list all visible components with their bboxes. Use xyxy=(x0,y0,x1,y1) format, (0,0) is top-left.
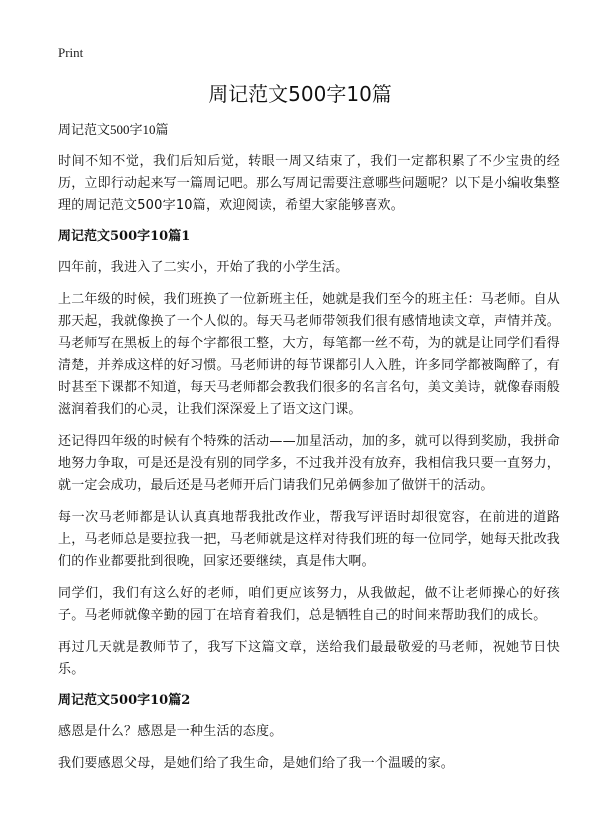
section-1-paragraph-4: 每一次马老师都是认认真真地帮我批改作业，帮我写评语时却很宽容，在前进的道路上，马老师总是要拉我一把，马老师就是这样对待我们班的每一位同学，她每天批改我们的作业都要批到很晚，回家还要继续，真是伟大啊。 xyxy=(58,510,560,569)
section-1-paragraph-1: 四年前，我进入了二实小，开始了我的小学生活。 xyxy=(58,260,349,275)
section-1-paragraph-3: 还记得四年级的时候有个特殊的活动——加星活动，加的多，就可以得到奖励，我拼命地努力争取，可是还是没有别的同学多，不过我并没有放弃，我相信我只要一直努力，就一定会成功，最后还是马老师开后门请我们兄弟俩参加了做饼干的活动。 xyxy=(58,434,560,493)
section-1-paragraph-5: 同学们，我们有这么好的老师，咱们更应该努力，从我做起，做不让老师操心的好孩子。马老师就像辛勤的园丁在培育着我们，总是牺牲自己的时间来帮助我们的成长。 xyxy=(58,586,560,623)
document-title: 周记范文500字10篇 xyxy=(208,82,392,106)
section-1-paragraph-2: 上二年级的时候，我们班换了一位新班主任，她就是我们至今的班主任：马老师。自从那天起，我就像换了一个人似的。每天马老师带领我们很有感情地读文章，声情并茂。马老师写在黑板上的每个字都很工整，大方，每笔都一丝不苟，为的就是让同学们看得清楚，并养成这样的好习惯。马老师讲的每节课都引人入胜，许多同学都被陶醉了，有时甚至下课都不知道，每天马老师都会教我们很多的名言名句，美文美诗，就像春雨般滋润着我们的心灵，让我们深深爱上了语文这门课。 xyxy=(58,292,560,417)
document-body xyxy=(58,120,560,785)
section-heading-2: 周记范文500字10篇2 xyxy=(58,693,191,708)
document-subtitle: 周记范文500字10篇 xyxy=(58,122,169,137)
section-2-paragraph-1: 感恩是什么？感恩是一种生活的态度。 xyxy=(58,724,283,739)
print-link[interactable]: Print xyxy=(58,45,84,60)
intro-paragraph: 时间不知不觉，我们后知后觉，转眼一周又结束了，我们一定都积累了不少宝贵的经历，立即行动起来写一篇周记吧。那么写周记需要注意哪些问题呢？以下是小编收集整理的周记范文500字10篇，欢迎阅读，希望大家能够喜欢。 xyxy=(58,154,560,213)
section-2-paragraph-2: 我们要感恩父母，是她们给了我生命，是她们给了我一个温暖的家。 xyxy=(58,756,455,771)
section-1-paragraph-6: 再过几天就是教师节了，我写下这篇文章，送给我们最最敬爱的马老师，祝她节日快乐。 xyxy=(58,640,560,677)
section-heading-1: 周记范文500字10篇1 xyxy=(58,229,191,244)
